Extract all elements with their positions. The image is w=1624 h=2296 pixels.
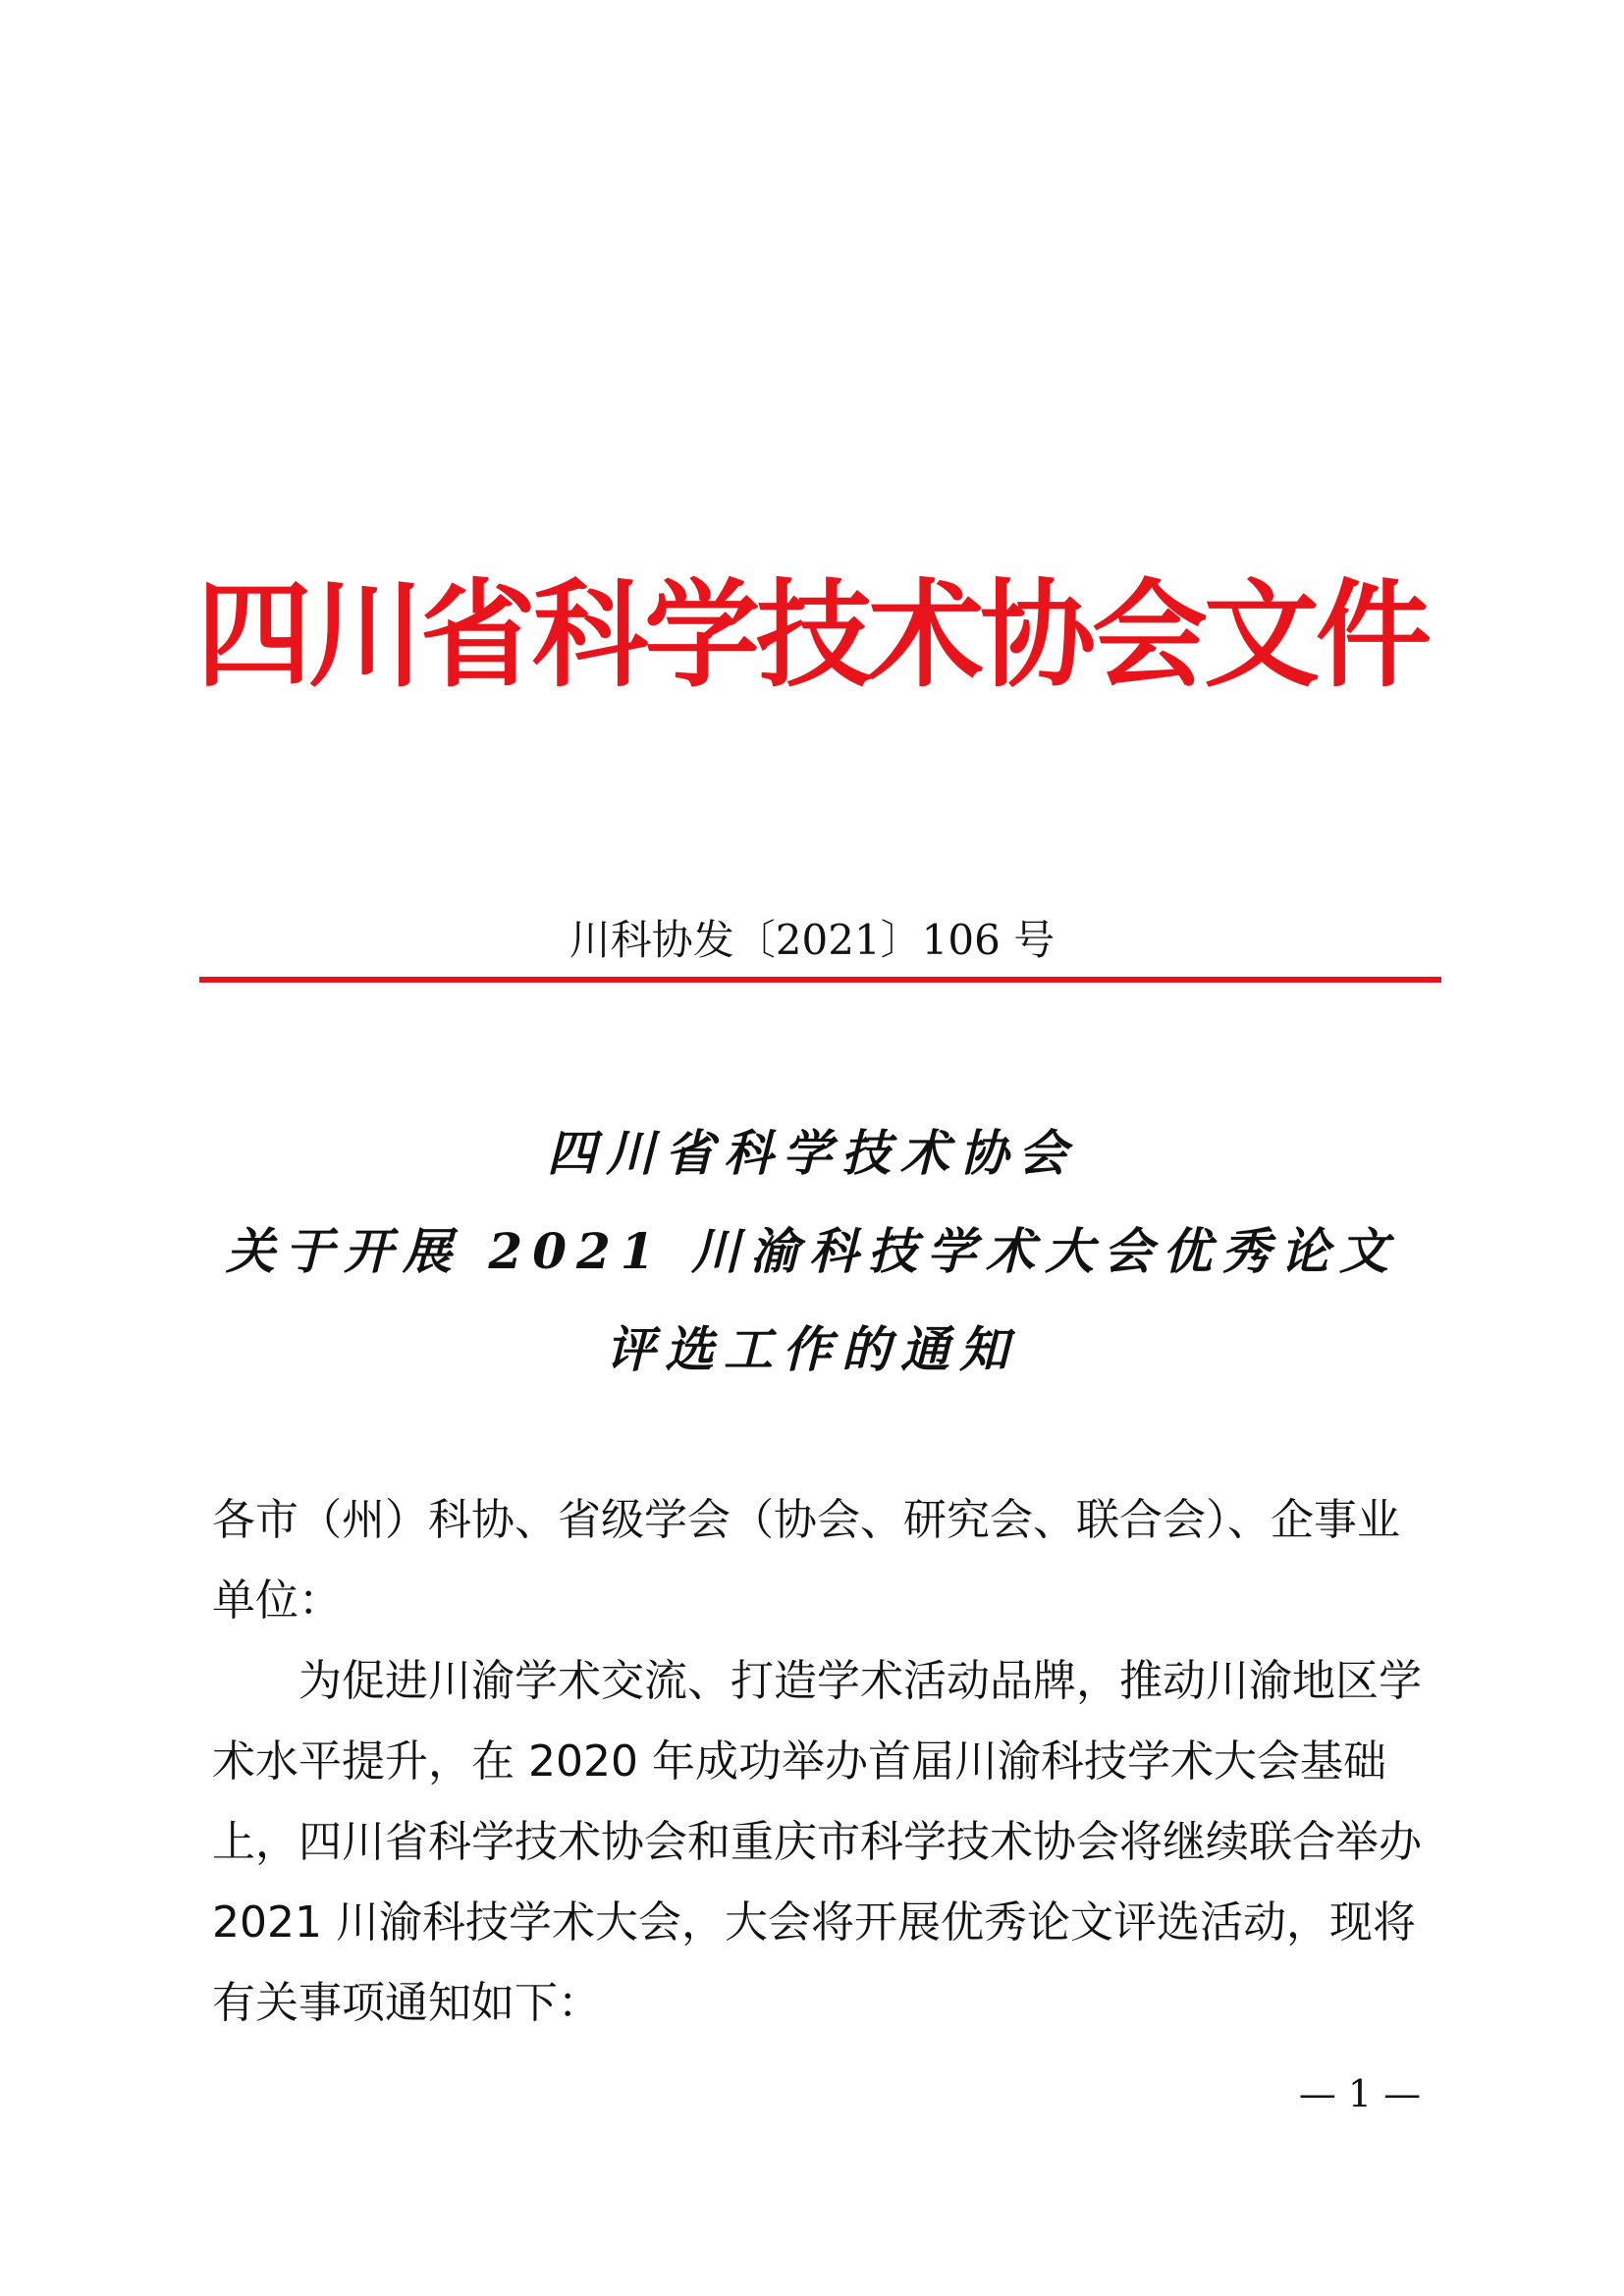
title-line-1: 四川省科学技术协会	[547, 1124, 1077, 1182]
document-masthead: 四川省科学技术协会文件	[195, 566, 1428, 703]
body-paragraph: 为促进川渝学术交流、打造学术活动品牌，推动川渝地区学术水平提升，在 2020 年成功举办首届川渝科技学术大会基础上，四川省科学技术协会和重庆市科学技术协会将继续联合举办 2021 川渝科技学术大会，大会将开展优秀论文评选活动，现将有关事项通知如下：	[212, 1656, 1422, 2028]
title-line-2: 关于开展 2021 川渝科技学术大会优秀论文	[226, 1222, 1398, 1280]
page-number: — 1 —	[1298, 2072, 1422, 2115]
red-divider-line	[199, 977, 1441, 983]
title-line-3: 评选工作的通知	[606, 1320, 1018, 1378]
document-number: 川科协发〔2021〕106 号	[568, 916, 1056, 964]
salutation: 各市（州）科协、省级学会（协会、研究会、联合会）、企事业单位：	[212, 1495, 1400, 1626]
